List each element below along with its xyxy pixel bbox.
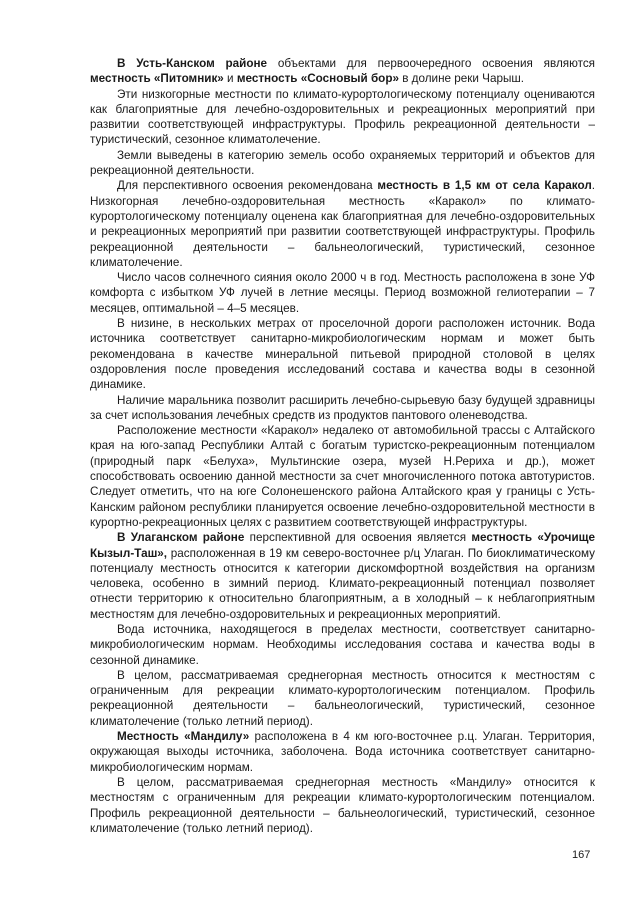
paragraph-maral-farm: Наличие маральника позволит расширить лечебно-сырьевую базу будущей здравницы за счет использования лечебных средств из продуктов пантового оленеводства. (90, 393, 595, 422)
paragraph-land-category: Земли выведены в категорию земель особо охраняемых территорий и объектов для рекреационной деятельности. (90, 148, 595, 178)
bold-locality-karakol: местность в 1,5 км от села Каракол (377, 179, 592, 193)
page-number: 167 (572, 849, 591, 861)
paragraph-summary-mandilu: В целом, рассматриваемая среднегорная местность «Мандилу» относится к местностям с ограниченным для рекреации климато-курортологическим потенциалом. Профиль рекреационной деятельности – бальнеологический, туристический, сезонное климатолечение (только летний период). (90, 775, 595, 835)
bold-district-ulagan: В Улаганском районе (117, 531, 245, 545)
bold-locality-sosnovy-bor: местность «Сосновый бор» (236, 72, 399, 86)
bold-locality-kyzyl-tash: местность «Урочище Кызыл-Таш», (90, 531, 596, 560)
bold-locality-pitomnik: местность «Питомник» (90, 72, 224, 86)
bold-locality-mandilu: Местность «Мандилу» (117, 730, 250, 744)
paragraph-spring: В низине, в нескольких метрах от проселочной дороги расположен источник. Вода источника соответствует санитарно-микробиологическим нормам и может быть рекомендована в качестве минеральной питьевой природной столовой в целях оздоровления после проведения исследований состава и качества воды в сезонной динамике. (90, 317, 595, 392)
paragraph-location: Расположение местности «Каракол» недалеко от автомобильной трассы с Алтайского края на юго-запад Республики Алтай с богатым туристско-рекреационным потенциалом (природный парк «Белуха», Мультинские озера, музей Н.Рериха и др.), может способствовать освоению данной местности за счет многочисленного потока автотуристов. Следует отметить, что на юге Солонешенского района Алтайского края у границы с Усть-Канским районом республики планируется освоение лечебно-оздоровительной местности в курортно-рекреационных целях с развитием соответствующей инфраструктуры. (90, 424, 595, 529)
document-body (90, 56, 595, 836)
paragraph-summary-kyzyl-tash: В целом, рассматриваемая среднегорная местность относится к местностям с ограниченным для рекреации климато-курортологическим потенциалом. Профиль рекреационной деятельности – бальнеологический, туристический, сезонное климатолечение (только летний период). (90, 668, 595, 728)
paragraph-mandilu: Местность «Мандилу» расположена в 4 км юго-восточнее р.ц. Улаган. Территория, окружающая выходы источника, заболочена. Вода источника соответствует санитарно-микробиологическим нормам. (90, 730, 595, 774)
paragraph-lowland-assessment: Эти низкогорные местности по климато-курортологическому потенциалу оцениваются как благоприятные для лечебно-оздоровительных и рекреационных мероприятий при развитии соответствующей инфраструктуры. Профиль рекреационной деятельности – туристический, сезонное климатолечение. (90, 87, 595, 147)
paragraph-karakol: Для перспективного освоения рекомендована местность в 1,5 км от села Каракол. Низкогорная лечебно-оздоровительная местность «Каракол» по климато-курортологическому потенциалу оценена как благоприятная для лечебно-оздоровительных и рекреационных мероприятий при развитии соответствующей инфраструктуры. Профиль рекреационной деятельности – бальнеологический, туристический, сезонное климатолечение. (90, 179, 595, 269)
paragraph-ust-kan: В Усть-Канском районе объектами для первоочередного освоения являются местность «Питомник» и местность «Сосновый бор» в долине реки Чарыш. (90, 57, 595, 86)
bold-district-ust-kan: В Усть-Канском районе (117, 57, 268, 70)
paragraph-ulagan: В Улаганском районе перспективной для освоения является местность «Урочище Кызыл-Таш», расположенная в 19 км северо-восточнее р/ц Улаган. По биоклиматическому потенциалу местность относится к категории дискомфортной воздействия на организм человека, особенно в зимний период. Климато-рекреационный потенциал позволяет отнести территорию к относительно благоприятным, а в холодный – к неблагоприятным местностям для лечебно-оздоровительных и рекреационных мероприятий. (90, 531, 596, 621)
paragraph-sunshine: Число часов солнечного сияния около 2000 ч в год. Местность расположена в зоне УФ комфорта с избытком УФ лучей в летние месяцы. Период возможной гелиотерапии – 7 месяцев, оптимальной – 4–5 месяцев. (90, 271, 595, 315)
paragraph-water-kyzyl-tash: Вода источника, находящегося в пределах местности, соответствует санитарно-микробиологическим нормам. Необходимы исследования состава и качества воды в сезонной динамике. (90, 622, 595, 667)
